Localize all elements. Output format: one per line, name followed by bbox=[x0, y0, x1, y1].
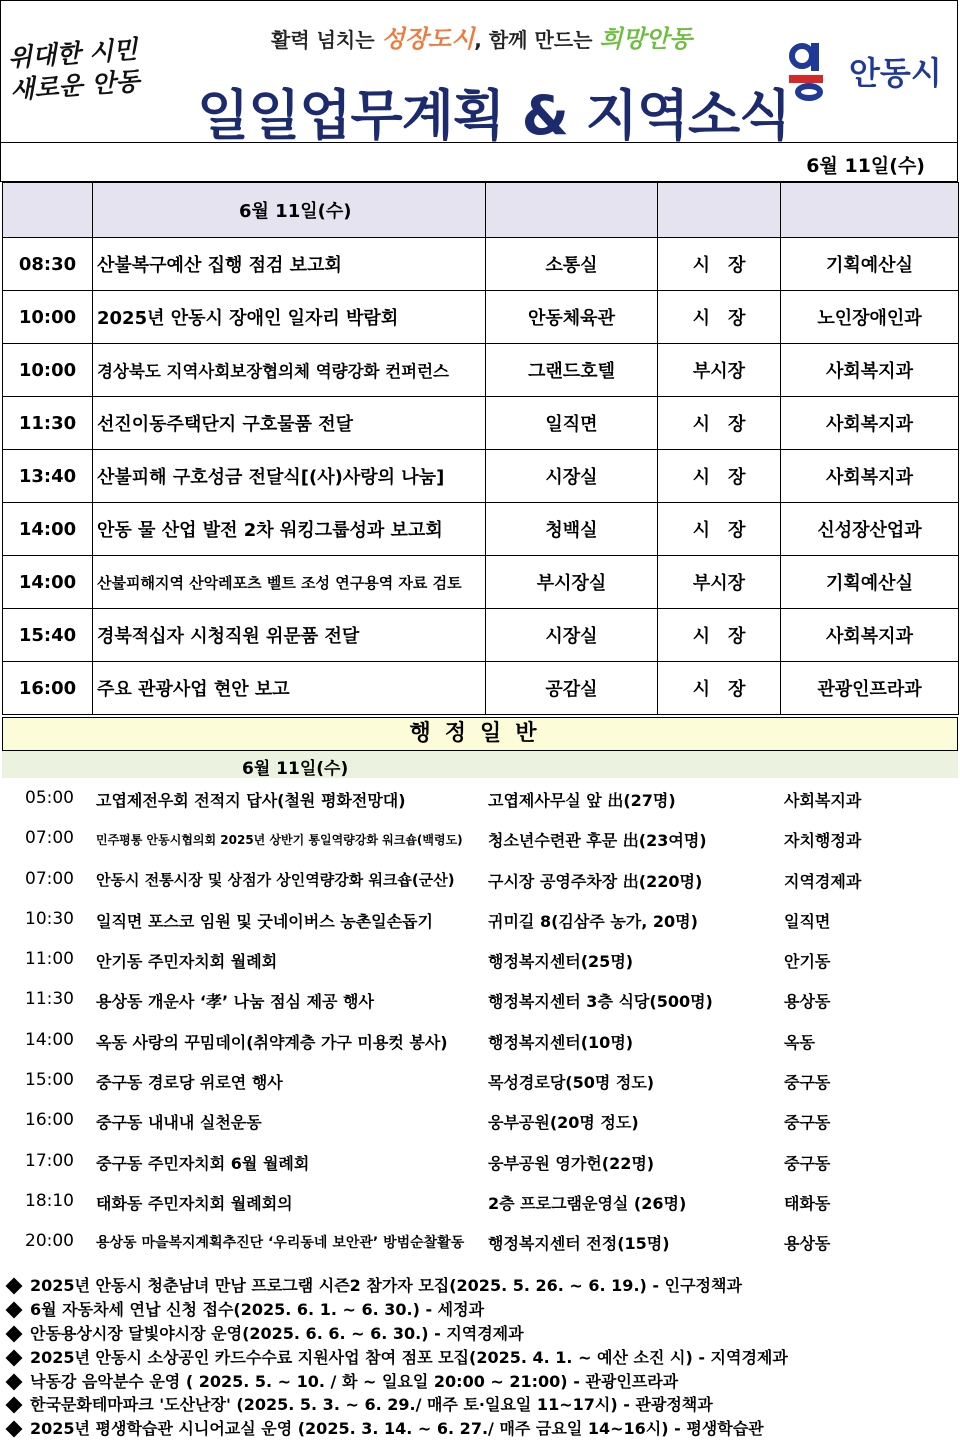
schedule-time: 10:00 bbox=[3, 291, 93, 344]
header-banner bbox=[0, 0, 958, 147]
list-item bbox=[0, 1181, 960, 1221]
admin-title: 일직면 포스코 임원 및 굿네이버스 농촌일손돕기 bbox=[96, 911, 433, 931]
admin-dept: 용상동 bbox=[784, 992, 831, 1012]
schedule-place: 소통실 bbox=[486, 238, 658, 291]
tagline-prefix: 활력 넘치는 bbox=[271, 28, 382, 52]
admin-time: 10:30 bbox=[25, 908, 74, 929]
admin-time: 15:00 bbox=[25, 1070, 74, 1091]
list-item bbox=[0, 939, 960, 979]
diamond-bullet-icon bbox=[6, 1301, 23, 1318]
diamond-bullet-icon bbox=[6, 1349, 23, 1366]
admin-title: 중구동 주민자치회 6월 월례회 bbox=[96, 1153, 310, 1173]
date-row bbox=[0, 143, 958, 182]
list-item bbox=[0, 1100, 960, 1140]
schedule-time: 14:00 bbox=[3, 503, 93, 556]
schedule-time: 15:40 bbox=[3, 609, 93, 662]
schedule-row bbox=[3, 291, 959, 344]
schedule-dept: 노인장애인과 bbox=[781, 291, 959, 344]
schedule-dept: 기획예산실 bbox=[781, 238, 959, 291]
schedule-dept: 기획예산실 bbox=[781, 556, 959, 609]
schedule-attendee: 시 장 bbox=[658, 291, 781, 344]
diamond-bullet-icon bbox=[6, 1373, 23, 1390]
admin-dept: 안기동 bbox=[784, 952, 831, 972]
admin-place: 목성경로당(50명 정도) bbox=[488, 1073, 655, 1093]
schedule-place: 그랜드호텔 bbox=[486, 344, 658, 397]
list-item bbox=[0, 979, 960, 1019]
admin-dept: 중구동 bbox=[784, 1113, 831, 1133]
admin-dept: 태화동 bbox=[784, 1193, 831, 1213]
admin-time: 18:10 bbox=[25, 1190, 74, 1211]
schedule-row bbox=[3, 238, 959, 291]
slogan-calligraphy bbox=[7, 31, 171, 106]
page-title: 일일업무계획 & 지역소식 bbox=[197, 84, 791, 147]
admin-title: 용상동 마을복지계획추진단 ‘우리동네 보안관’ 방범순찰활동 bbox=[96, 1235, 465, 1252]
list-item bbox=[0, 1020, 960, 1060]
admin-place: 고엽제사무실 앞 出(27명) bbox=[488, 791, 676, 810]
notice-item bbox=[6, 1322, 956, 1346]
admin-dept: 자치행정과 bbox=[784, 831, 862, 851]
notice-text: 한국문화테마파크 '도산난장' (2025. 5. 3. ~ 6. 29./ 매주 토·일요일 11~17시) - 관광정책과 bbox=[30, 1395, 713, 1415]
admin-title: 고엽제전우회 전적지 답사(철원 평화전망대) bbox=[96, 791, 406, 810]
slogan-line-2: 새로운 안동 bbox=[9, 66, 141, 105]
admin-dept: 옥동 bbox=[784, 1032, 815, 1052]
admin-time: 05:00 bbox=[25, 788, 74, 808]
andong-emblem-icon bbox=[787, 41, 843, 101]
list-item bbox=[0, 778, 960, 818]
schedule-attendee: 시 장 bbox=[658, 609, 781, 662]
schedule-dept: 관광인프라과 bbox=[781, 662, 959, 715]
schedule-title: 주요 관광사업 현안 보고 bbox=[93, 662, 486, 715]
schedule-place: 안동체육관 bbox=[486, 291, 658, 344]
admin-place: 2층 프로그램운영실 (26명) bbox=[488, 1193, 687, 1213]
schedule-row bbox=[3, 662, 959, 715]
admin-time: 07:00 bbox=[25, 828, 74, 849]
schedule-title: 산불복구예산 집행 점검 보고회 bbox=[93, 238, 486, 291]
tagline-middle: , 함께 만드는 bbox=[474, 28, 600, 52]
admin-section-heading: 행정일반 bbox=[2, 717, 958, 751]
admin-time: 14:00 bbox=[25, 1029, 74, 1050]
admin-place: 청소년수련관 후문 出(23여명) bbox=[488, 831, 707, 851]
admin-title: 안기동 주민자치회 월례회 bbox=[96, 952, 278, 972]
diamond-bullet-icon bbox=[6, 1325, 23, 1342]
list-item bbox=[0, 1221, 960, 1261]
admin-time: 16:00 bbox=[25, 1110, 74, 1131]
schedule-row bbox=[3, 503, 959, 556]
schedule-attendee: 부시장 bbox=[658, 556, 781, 609]
admin-place: 행정복지센터 전정(15명) bbox=[488, 1234, 670, 1254]
notice-item bbox=[6, 1346, 956, 1370]
notice-item bbox=[6, 1393, 956, 1417]
schedule-time: 14:00 bbox=[3, 556, 93, 609]
schedule-place: 시장실 bbox=[486, 450, 658, 503]
admin-place: 구시장 공영주차장 出(220명) bbox=[488, 871, 703, 891]
notice-text: 낙동강 음악분수 운영 ( 2025. 5. ~ 10. / 화 ~ 일요일 20:00 ~ 21:00) - 관광인프라과 bbox=[30, 1371, 679, 1391]
notice-item bbox=[6, 1370, 956, 1394]
schedule-time: 08:30 bbox=[3, 238, 93, 291]
admin-time: 07:00 bbox=[25, 868, 74, 889]
schedule-time: 10:00 bbox=[3, 344, 93, 397]
schedule-place: 청백실 bbox=[486, 503, 658, 556]
admin-title: 중구동 경로당 위로연 행사 bbox=[96, 1073, 283, 1093]
notice-text: 6월 자동차세 연납 신청 접수(2025. 6. 1. ~ 6. 30.) - 세정과 bbox=[30, 1299, 485, 1319]
schedule-attendee: 시 장 bbox=[658, 450, 781, 503]
diamond-bullet-icon bbox=[6, 1278, 23, 1295]
notice-item bbox=[6, 1274, 956, 1298]
schedule-row bbox=[3, 397, 959, 450]
schedule-title: 안동 물 산업 발전 2차 워킹그룹성과 보고회 bbox=[93, 503, 486, 556]
notice-text: 안동용상시장 달빛야시장 운영(2025. 6. 6. ~ 6. 30.) - 지역경제과 bbox=[30, 1323, 524, 1343]
list-item bbox=[0, 818, 960, 858]
schedule-time: 16:00 bbox=[3, 662, 93, 715]
list-item bbox=[0, 899, 960, 939]
tagline-highlight-growth: 성장도시 bbox=[381, 25, 475, 53]
admin-time: 17:00 bbox=[25, 1150, 74, 1171]
admin-place: 행정복지센터(25명) bbox=[488, 952, 634, 972]
admin-place: 웅부공원 영가헌(22명) bbox=[488, 1153, 655, 1173]
admin-title: 용상동 개운사 ‘孝’ 나눔 점심 제공 행사 bbox=[96, 992, 374, 1012]
admin-place: 행정복지센터(10명) bbox=[488, 1032, 634, 1052]
schedule-attendee: 부시장 bbox=[658, 344, 781, 397]
admin-time: 11:30 bbox=[25, 989, 74, 1010]
admin-dept: 중구동 bbox=[784, 1073, 831, 1093]
schedule-dept: 신성장산업과 bbox=[781, 503, 959, 556]
schedule-header-date: 6월 11일(수) bbox=[93, 183, 486, 238]
schedule-table bbox=[2, 182, 959, 715]
list-item bbox=[0, 1141, 960, 1181]
notice-text: 2025년 안동시 소상공인 카드수수료 지원사업 참여 점포 모집(2025. 4. 1. ~ 예산 소진 시) - 지역경제과 bbox=[30, 1347, 788, 1367]
schedule-place: 부시장실 bbox=[486, 556, 658, 609]
admin-title: 옥동 사랑의 꾸밈데이(취약계층 가구 미용컷 봉사) bbox=[96, 1032, 448, 1052]
admin-title: 태화동 주민자치회 월례회의 bbox=[96, 1193, 293, 1213]
notice-list bbox=[6, 1274, 956, 1441]
list-item bbox=[0, 1060, 960, 1100]
admin-title: 중구동 내내내 실천운동 bbox=[96, 1113, 262, 1133]
admin-dept: 지역경제과 bbox=[784, 871, 862, 891]
header-cell-blank bbox=[3, 183, 93, 238]
schedule-title: 2025년 안동시 장애인 일자리 박람회 bbox=[93, 291, 486, 344]
schedule-attendee: 시 장 bbox=[658, 662, 781, 715]
schedule-row bbox=[3, 556, 959, 609]
admin-place: 귀미길 8(김삼주 농가, 20명) bbox=[488, 911, 698, 931]
schedule-time: 11:30 bbox=[3, 397, 93, 450]
schedule-attendee: 시 장 bbox=[658, 238, 781, 291]
admin-time: 11:00 bbox=[25, 949, 74, 970]
schedule-title: 산불피해지역 산악레포츠 벨트 조성 연구용역 자료 검토 bbox=[93, 556, 486, 609]
logo-text: 안동시 bbox=[849, 54, 942, 92]
schedule-place: 일직면 bbox=[486, 397, 658, 450]
schedule-title: 산불피해 구호성금 전달식[(사)사랑의 나눔] bbox=[93, 450, 486, 503]
header-cell-blank bbox=[781, 183, 959, 238]
admin-title: 안동시 전통시장 및 상점가 상인역량강화 워크숍(군산) bbox=[96, 870, 455, 889]
admin-date: 6월 11일(수) bbox=[242, 759, 349, 779]
schedule-header-row bbox=[3, 183, 959, 238]
schedule-dept: 사회복지과 bbox=[781, 397, 959, 450]
slogan-line-1: 위대한 시민 bbox=[7, 34, 139, 73]
schedule-dept: 사회복지과 bbox=[781, 609, 959, 662]
schedule-place: 공감실 bbox=[486, 662, 658, 715]
schedule-row bbox=[3, 609, 959, 662]
header-cell-blank bbox=[658, 183, 781, 238]
schedule-dept: 사회복지과 bbox=[781, 450, 959, 503]
notice-text: 2025년 평생학습관 시니어교실 운영 (2025. 3. 14. ~ 6. 27./ 매주 금요일 14~16시) - 평생학습관 bbox=[30, 1419, 764, 1439]
schedule-dept: 사회복지과 bbox=[781, 344, 959, 397]
admin-time: 20:00 bbox=[25, 1231, 74, 1252]
admin-dept: 일직면 bbox=[784, 911, 831, 931]
admin-dept: 용상동 bbox=[784, 1234, 831, 1254]
notice-text: 2025년 안동시 청춘남녀 만남 프로그램 시즌2 참가자 모집(2025. 5. 26. ~ 6. 19.) - 인구정책과 bbox=[30, 1276, 742, 1295]
admin-date-row bbox=[2, 751, 958, 778]
admin-dept: 사회복지과 bbox=[784, 791, 862, 810]
notice-item bbox=[6, 1298, 956, 1322]
schedule-row bbox=[3, 344, 959, 397]
diamond-bullet-icon bbox=[6, 1421, 23, 1438]
diamond-bullet-icon bbox=[6, 1397, 23, 1414]
list-item bbox=[0, 859, 960, 899]
admin-dept: 중구동 bbox=[784, 1153, 831, 1173]
notice-item bbox=[6, 1417, 956, 1441]
admin-place: 웅부공원(20명 정도) bbox=[488, 1113, 639, 1133]
tagline bbox=[271, 19, 692, 54]
andong-logo bbox=[787, 41, 942, 101]
tagline-highlight-hope: 희망안동 bbox=[599, 25, 693, 53]
schedule-title: 경북적십자 시청직원 위문품 전달 bbox=[93, 609, 486, 662]
schedule-attendee: 시 장 bbox=[658, 503, 781, 556]
admin-place: 행정복지센터 3층 식당(500명) bbox=[488, 992, 713, 1012]
schedule-title: 경상북도 지역사회보장협의체 역량강화 컨퍼런스 bbox=[93, 344, 486, 397]
schedule-row bbox=[3, 450, 959, 503]
admin-list bbox=[0, 778, 960, 1262]
schedule-title: 선진이동주택단지 구호물품 전달 bbox=[93, 397, 486, 450]
schedule-time: 13:40 bbox=[3, 450, 93, 503]
header-cell-blank bbox=[486, 183, 658, 238]
schedule-place: 시장실 bbox=[486, 609, 658, 662]
admin-title: 민주평통 안동시협의회 2025년 상반기 통일역량강화 워크숍(백령도) bbox=[96, 833, 463, 848]
date-label: 6월 11일(수) bbox=[806, 155, 925, 177]
schedule-attendee: 시 장 bbox=[658, 397, 781, 450]
